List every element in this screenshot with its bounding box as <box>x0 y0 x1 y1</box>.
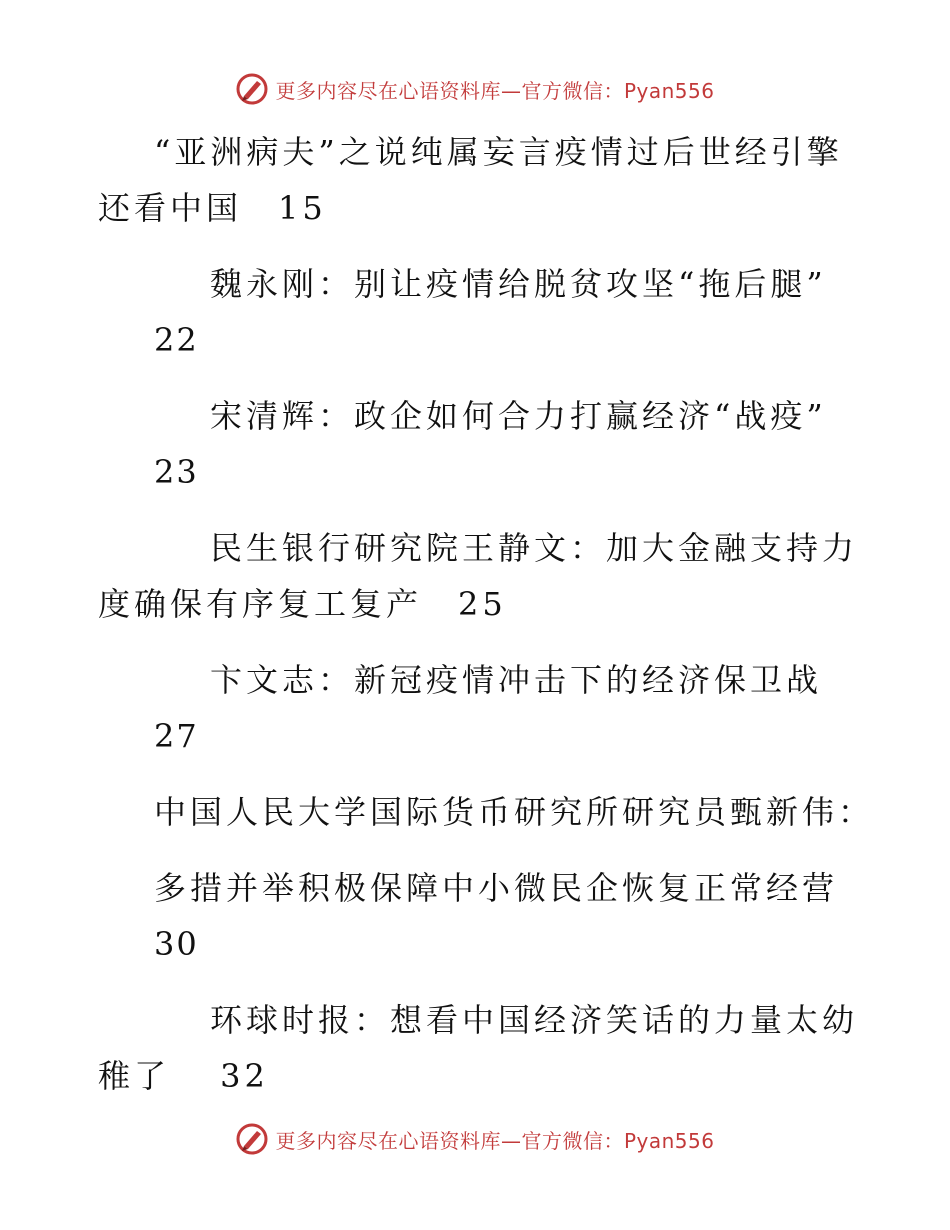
toc-entry-page-number: 30 <box>154 925 199 963</box>
toc-entry-line: 民生银行研究院王静文：加大金融支持力 <box>210 529 859 567</box>
toc-entry-line: 稚了 32 <box>98 1057 269 1095</box>
toc-entry[interactable] <box>98 652 858 764</box>
toc-entry-page-number: 27 <box>154 717 199 755</box>
footer-banner <box>0 1122 950 1156</box>
toc-entry-line: 多措并举积极保障中小微民企恢复正常经营 <box>154 869 839 907</box>
footer-banner-text: 更多内容尽在心语资料库—官方微信：Pyan556 <box>275 1128 715 1153</box>
pen-logo-icon <box>235 1122 269 1156</box>
header-banner-text: 更多内容尽在心语资料库—官方微信：Pyan556 <box>275 78 715 103</box>
toc-entry-line: “亚洲病夫”之说纯属妄言疫情过后世经引擎 <box>154 133 843 171</box>
header-banner <box>0 72 950 106</box>
toc-entry[interactable] <box>98 520 858 632</box>
toc-entry[interactable] <box>98 388 858 500</box>
pen-logo-icon <box>235 72 269 106</box>
toc-entry-line: 中国人民大学国际货币研究所研究员甄新伟： <box>154 793 875 831</box>
toc-entry[interactable] <box>98 256 858 368</box>
toc-list <box>98 124 875 1104</box>
toc-entry[interactable] <box>98 992 858 1104</box>
toc-entry[interactable] <box>98 784 875 972</box>
toc-entry-line: 魏永刚：别让疫情给脱贫攻坚“拖后腿” <box>210 265 827 303</box>
toc-entry-line: 度确保有序复工复产 25 <box>98 585 507 623</box>
toc-entry-page-number: 23 <box>154 453 199 491</box>
toc-entry-line: 还看中国 15 <box>98 189 327 227</box>
toc-entry-line: 环球时报：想看中国经济笑话的力量太幼 <box>210 1001 859 1039</box>
toc-entry-line: 宋清辉：政企如何合力打赢经济“战疫” <box>210 397 827 435</box>
toc-entry-line: 卞文志：新冠疫情冲击下的经济保卫战 <box>210 661 823 699</box>
toc-entry-page-number: 22 <box>154 321 199 359</box>
toc-entry[interactable] <box>98 124 858 236</box>
